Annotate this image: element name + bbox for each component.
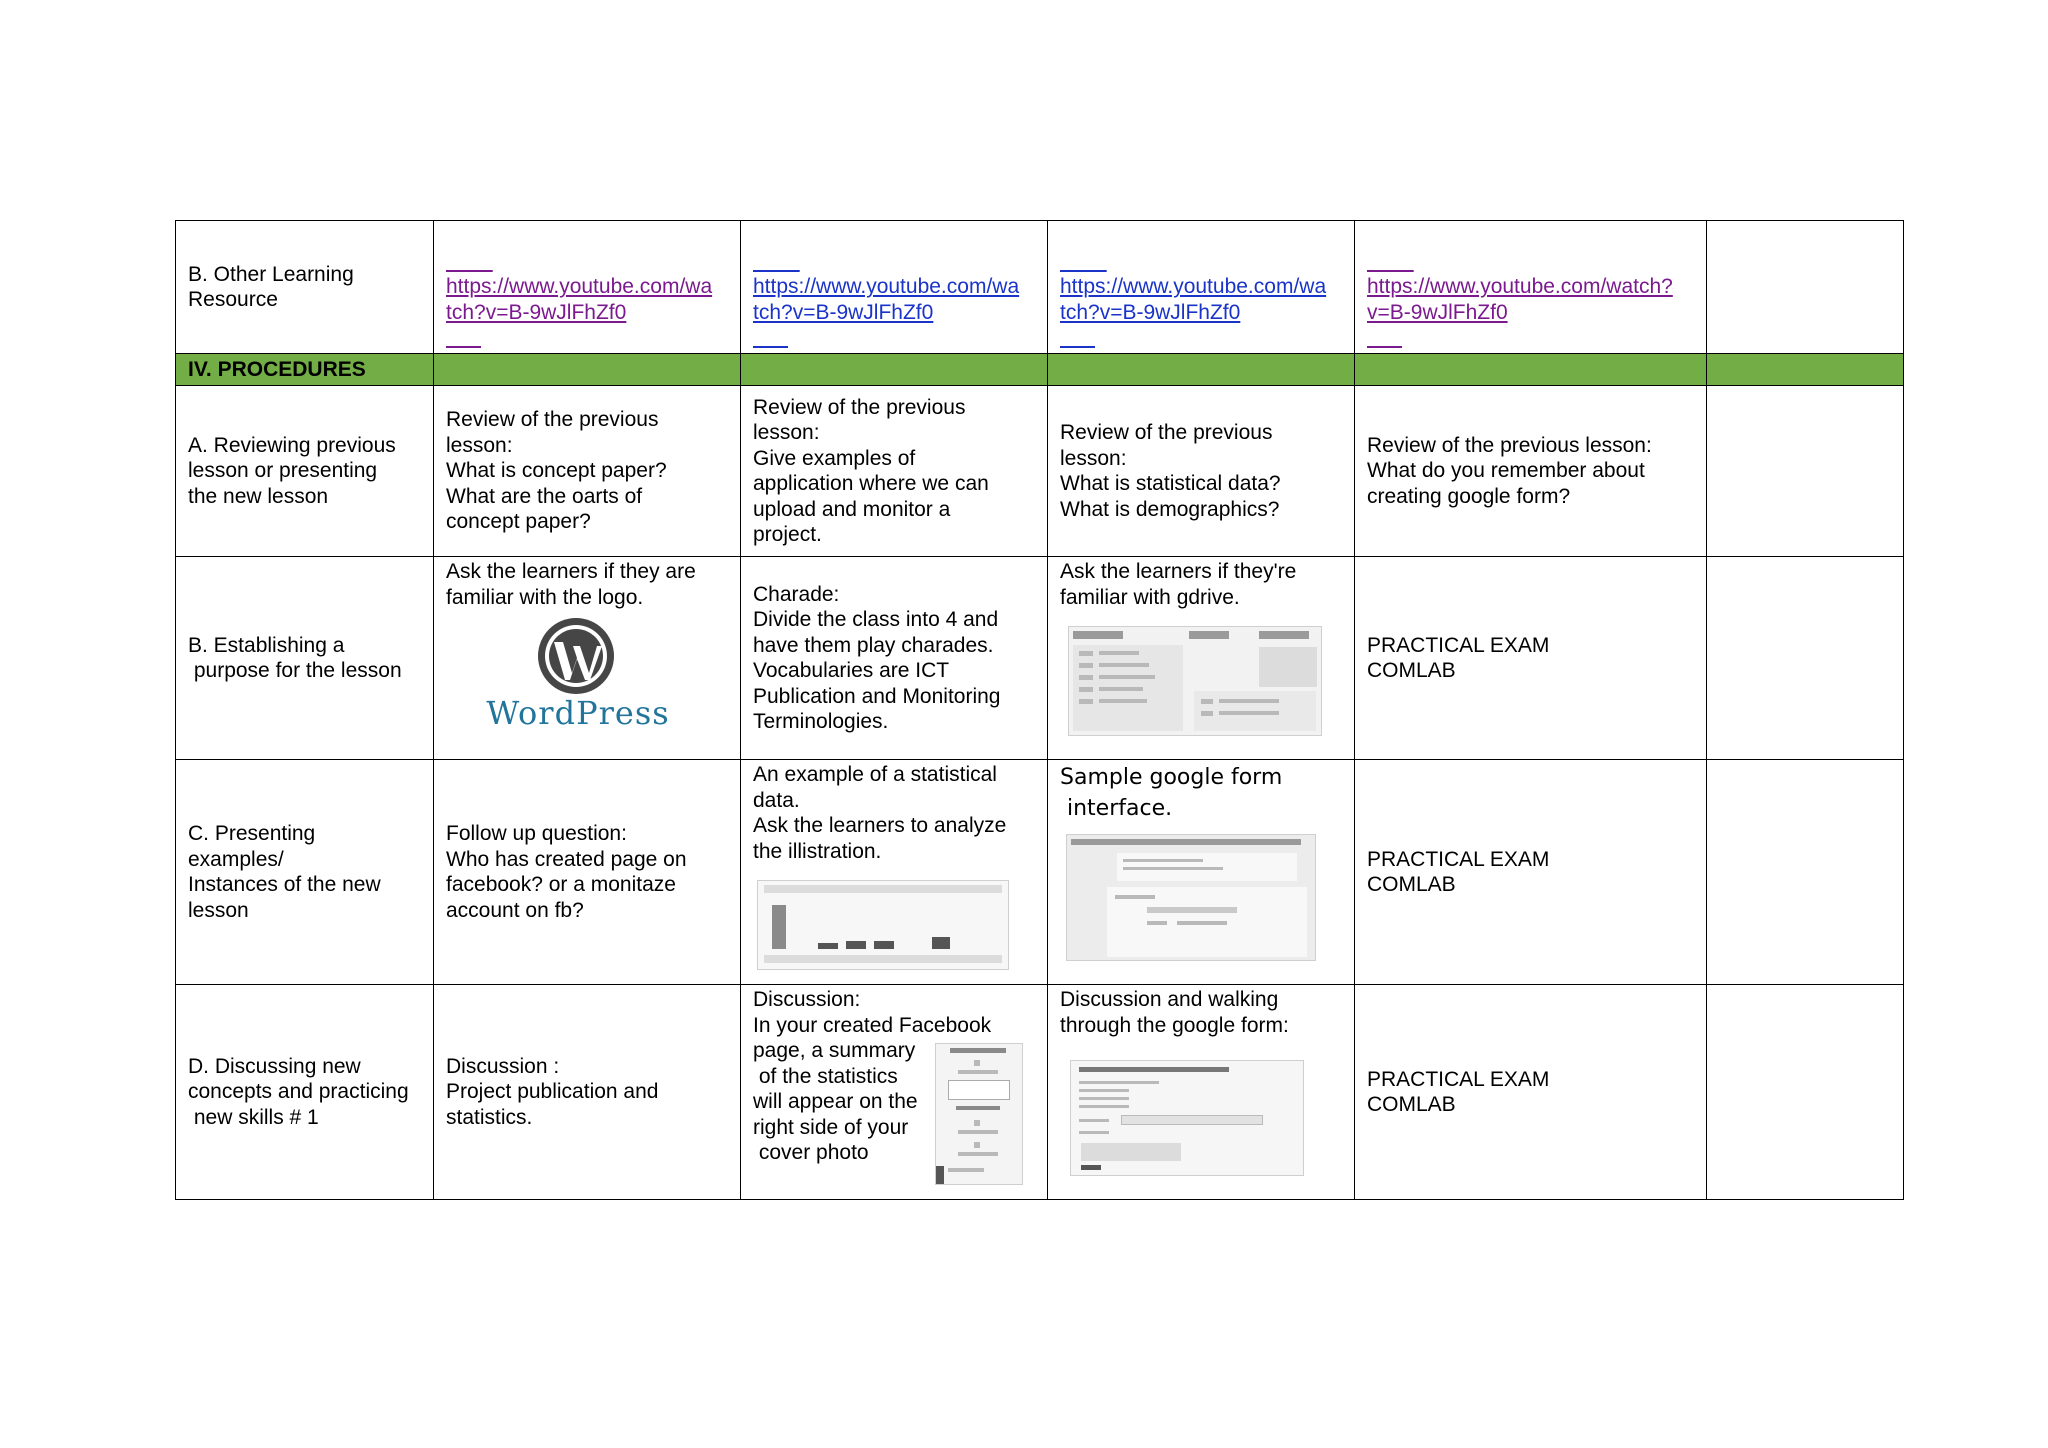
label-line: concepts and practicing — [188, 1080, 409, 1104]
resource-cell-1 — [434, 221, 741, 354]
row-label — [176, 221, 434, 354]
header-fill — [434, 354, 741, 386]
google-form-walkthrough-thumbnail — [1070, 1060, 1304, 1176]
text-line: Review of the previous — [1060, 421, 1273, 444]
text-line: Discussion: — [753, 988, 861, 1011]
row-establishing-purpose — [176, 557, 1904, 760]
text-line: Terminologies. — [753, 710, 889, 733]
text-line: COMLAB — [1367, 873, 1456, 896]
presenting-day-2 — [741, 760, 1048, 985]
presenting-day-3 — [1048, 760, 1355, 985]
label-line: A. Reviewing previous — [188, 433, 396, 457]
establishing-day-1 — [434, 557, 741, 760]
text-line: Who has created page on — [446, 847, 687, 871]
text-line: of the statistics — [753, 1064, 898, 1088]
label-line: new skills # 1 — [188, 1105, 319, 1129]
text-line: the illistration. — [753, 839, 882, 863]
text-line: What is statistical data? — [1060, 472, 1281, 495]
presenting-day-4 — [1355, 760, 1707, 985]
discussing-day-4 — [1355, 985, 1707, 1200]
text-line: Publication and Monitoring — [753, 684, 1001, 708]
resource-cell-4 — [1355, 221, 1707, 354]
reviewing-day-3 — [1048, 386, 1355, 557]
text-line: What is concept paper? — [446, 459, 667, 483]
reviewing-day-1 — [434, 386, 741, 557]
text-line: PRACTICAL EXAM — [1367, 1067, 1550, 1091]
resource-cell-2 — [741, 221, 1048, 354]
label-line: B. Establishing a — [188, 633, 345, 657]
youtube-link-2[interactable]: https://www.youtube.com/wa tch?v=B-9wJlFhZf0 — [753, 275, 1020, 324]
wordpress-logo-icon — [446, 618, 711, 733]
text-line: have them play charades. — [753, 633, 994, 657]
text-line: An example of a statistical — [753, 763, 997, 786]
text-line: Ask the learners if they're — [1060, 560, 1297, 583]
text-line: What is demographics? — [1060, 497, 1280, 521]
establishing-day-4 — [1355, 557, 1707, 760]
text-line: project. — [753, 523, 822, 546]
text-line: application where we can — [753, 472, 989, 495]
label-line: D. Discussing new — [188, 1054, 361, 1078]
establishing-day-3 — [1048, 557, 1355, 760]
reviewing-day-2 — [741, 386, 1048, 557]
text-line: account on fb? — [446, 898, 584, 922]
google-form-screenshot-thumbnail — [1066, 834, 1316, 961]
label-line: purpose for the lesson — [188, 659, 402, 682]
row-label — [176, 985, 434, 1200]
discussing-day-3 — [1048, 985, 1355, 1200]
text-line: cover photo — [753, 1141, 869, 1164]
row-presenting-examples — [176, 760, 1904, 985]
label-line: lesson or presenting — [188, 459, 378, 483]
text-line: Review of the previous — [446, 408, 659, 432]
text-line: COMLAB — [1367, 1093, 1456, 1116]
empty-cell — [1707, 386, 1904, 557]
text-line: data. — [753, 788, 800, 812]
text-line: Review of the previous — [753, 395, 966, 419]
label-line: B. Other Learning — [188, 262, 354, 286]
header-fill — [1048, 354, 1355, 386]
label-line: lesson — [188, 898, 249, 922]
text-line: PRACTICAL EXAM — [1367, 847, 1550, 871]
youtube-link-1[interactable]: https://www.youtube.com/wa tch?v=B-9wJlFhZf0 — [446, 275, 713, 324]
text-line: right side of your — [753, 1115, 909, 1139]
text-line: creating google form? — [1367, 484, 1571, 508]
text-line: Give examples of — [753, 446, 916, 470]
text-line: Ask the learners to analyze — [753, 814, 1007, 837]
text-line: interface. — [1060, 796, 1173, 821]
lesson-plan-table — [175, 220, 1904, 1200]
procedures-heading: IV. PROCEDURES — [176, 354, 434, 386]
text-line: Charade: — [753, 582, 840, 606]
text-line: Sample google form — [1060, 765, 1283, 790]
row-label — [176, 386, 434, 557]
text-line: COMLAB — [1367, 659, 1456, 682]
text-line: Ask the learners if they are — [446, 560, 696, 583]
text-line: Discussion and walking — [1060, 988, 1279, 1011]
row-other-learning-resource — [176, 221, 1904, 354]
text-line: facebook? or a monitaze — [446, 873, 676, 896]
text-line: lesson: — [753, 421, 820, 444]
header-fill — [741, 354, 1048, 386]
row-label — [176, 557, 434, 760]
presenting-day-1 — [434, 760, 741, 985]
empty-cell — [1707, 760, 1904, 985]
header-fill — [1707, 354, 1904, 386]
discussing-day-1 — [434, 985, 741, 1200]
reviewing-day-4 — [1355, 386, 1707, 557]
discussing-day-2 — [741, 985, 1048, 1200]
discussion-cell-content — [753, 987, 1035, 1166]
text-line: What do you remember about — [1367, 459, 1645, 483]
establishing-day-2 — [741, 557, 1048, 760]
wordpress-wordmark: WordPress — [486, 694, 670, 732]
procedures-header-row — [176, 354, 1904, 386]
text-line: Discussion : — [446, 1054, 560, 1078]
facebook-insights-thumbnail — [935, 1043, 1023, 1185]
text-line: Review of the previous lesson: — [1367, 433, 1652, 457]
text-line: PRACTICAL EXAM — [1367, 633, 1550, 657]
empty-cell — [1707, 557, 1904, 760]
label-line: examples/ — [188, 847, 284, 871]
text-line: lesson: — [446, 433, 513, 457]
statistics-chart-thumbnail — [757, 880, 1009, 970]
text-line: familiar with the logo. — [446, 585, 644, 609]
text-line: Project publication and — [446, 1080, 659, 1104]
text-line: statistics. — [446, 1105, 533, 1129]
text-line: through the google form: — [1060, 1013, 1289, 1037]
row-discussing-new-concepts — [176, 985, 1904, 1200]
text-line: familiar with gdrive. — [1060, 585, 1240, 609]
text-line: will appear on the — [753, 1090, 918, 1113]
header-fill — [1355, 354, 1707, 386]
row-label — [176, 760, 434, 985]
youtube-link-3[interactable]: https://www.youtube.com/wa tch?v=B-9wJlFhZf0 — [1060, 275, 1327, 324]
empty-cell — [1707, 985, 1904, 1200]
text-line: concept paper? — [446, 510, 591, 534]
gdrive-screenshot-thumbnail — [1068, 626, 1322, 736]
empty-cell — [1707, 221, 1904, 354]
text-line: What are the oarts of — [446, 484, 643, 508]
label-line: C. Presenting — [188, 822, 316, 845]
resource-cell-3 — [1048, 221, 1355, 354]
label-line: the new lesson — [188, 484, 329, 508]
label-line: Resource — [188, 288, 278, 311]
text-line: Follow up question: — [446, 822, 627, 845]
label-line: Instances of the new — [188, 873, 381, 896]
text-line: upload and monitor a — [753, 497, 951, 521]
row-reviewing-previous-lesson — [176, 386, 1904, 557]
youtube-link-4[interactable]: https://www.youtube.com/watch? v=B-9wJlFhZf0 — [1367, 275, 1673, 324]
text-line: lesson: — [1060, 446, 1127, 470]
text-line: Divide the class into 4 and — [753, 608, 999, 631]
text-line: Vocabularies are ICT — [753, 659, 950, 682]
text-line: page, a summary — [753, 1039, 916, 1062]
text-line: In your created Facebook — [753, 1013, 992, 1037]
